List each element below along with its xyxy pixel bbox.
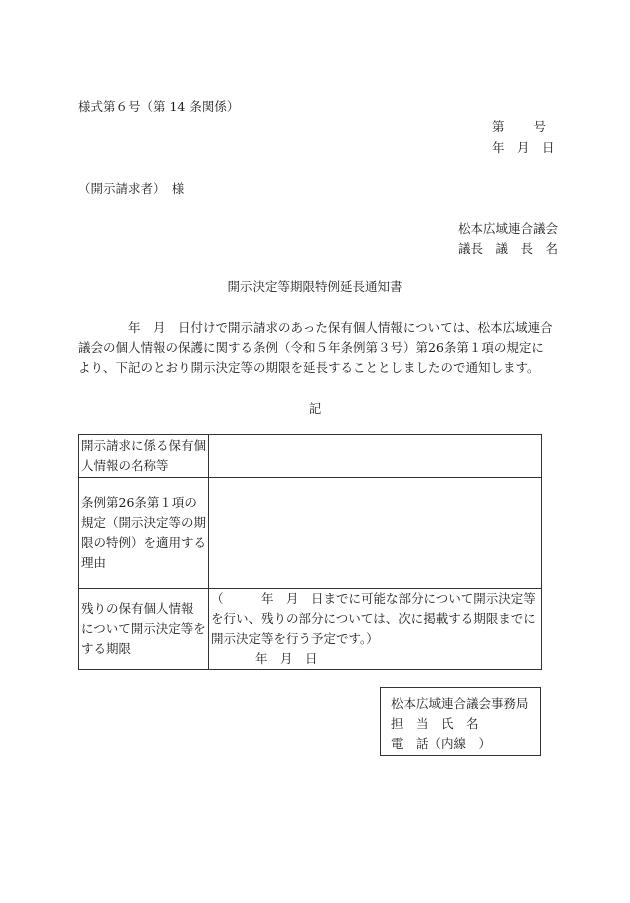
ki-heading: 記	[308, 401, 322, 416]
details-table	[78, 434, 542, 670]
deadline-text: （ 年 月 日までに可能な部分について開示決定等を行い、残りの部分については、次に掲載する期限までに開示決定等を行う予定です。）	[211, 591, 536, 646]
row-label-reason: 条例第26条第１項の規定（開示決定等の期限の特例）を適用する理由	[79, 478, 209, 589]
document-number-line: 第 号	[492, 119, 546, 134]
row-value-info-name	[209, 435, 542, 478]
addressee-requester: （開示請求者） 様	[78, 181, 185, 196]
row-label-info-name: 開示請求に係る保有個人情報の名称等	[79, 435, 209, 478]
document-title: 開示決定等期限特例延長通知書	[227, 279, 403, 294]
row-label-deadline: 残りの保有個人情報について開示決定等をする期限	[79, 589, 209, 670]
office-contact-box	[380, 687, 541, 756]
form-label: 様式第６号（第 14 条関係）	[78, 99, 240, 114]
table-row	[79, 435, 542, 478]
notice-body: 年 月 日付けで開示請求のあった保有個人情報については、松本広域連合議会の個人情報の保護に関する条例（令和５年条例第３号）第26条第１項の規定により、下記のとおり開示決定等の期限を延長することとしましたので通知します。	[78, 320, 553, 375]
document-date-line: 年 月 日	[492, 140, 555, 155]
table-row	[79, 589, 542, 670]
row-value-reason	[209, 478, 542, 589]
deadline-date: 年 月 日	[255, 651, 318, 666]
office-name: 松本広域連合議会事務局	[391, 696, 529, 711]
sender-organization: 松本広域連合議会	[458, 221, 559, 236]
office-phone: 電 話（内線 ）	[391, 736, 492, 751]
sender-chairman: 議長 議 長 名	[458, 241, 559, 256]
office-person: 担 当 氏 名	[391, 716, 479, 731]
row-value-deadline	[209, 589, 542, 670]
table-row	[79, 478, 542, 589]
